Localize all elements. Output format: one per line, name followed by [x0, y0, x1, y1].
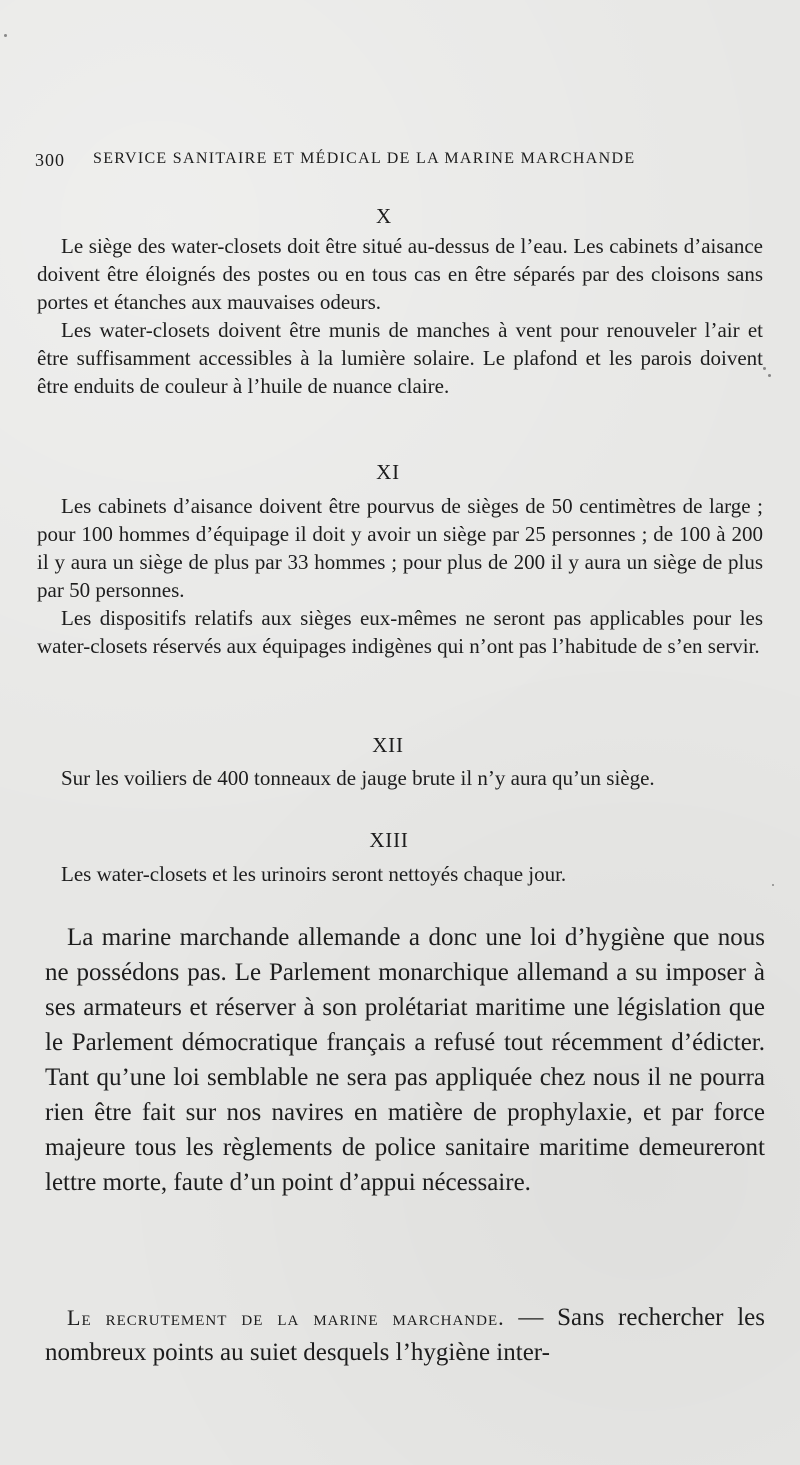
- section-xii-body: [37, 764, 763, 792]
- section-xi-body: [37, 492, 763, 660]
- recruitment-text: — Sans rechercher les nombreux points au suiet desquels l’hygiène inter-: [45, 1304, 766, 1366]
- section-numeral-xii: XII: [372, 733, 404, 757]
- recruitment-section: [45, 1300, 765, 1370]
- scan-speck: [763, 367, 766, 370]
- section-x-body: [37, 232, 763, 400]
- section-xiii-body: [37, 860, 763, 888]
- page-number: 300: [35, 150, 65, 170]
- main-paragraph-block: [45, 920, 765, 1200]
- scan-speck: [772, 884, 774, 886]
- recruitment-paragraph: [45, 1300, 765, 1370]
- section-x-paragraph-1: Le siège des water-closets doit être situé au-dessus de l’eau. Les cabinets d’aisance doivent être éloignés des postes ou en tous cas en être séparés par des cloisons sans portes et étanches aux mauvaises odeurs.: [37, 234, 763, 314]
- section-numeral-x: X: [376, 204, 392, 228]
- scan-speck: [768, 374, 771, 377]
- section-x-paragraph-2: Les water-closets doivent être munis de manches à vent pour renouveler l’air et être suffisamment accessibles à la lumière solaire. Le plafond et les parois doivent être enduits de couleur à l’huile de nuance claire.: [37, 318, 763, 398]
- section-xii-paragraph-1: Sur les voiliers de 400 tonneaux de jauge brute il n’y aura qu’un siège.: [61, 766, 655, 790]
- section-numeral-xiii: XIII: [369, 828, 409, 852]
- section-numeral-xi: XI: [376, 460, 400, 484]
- page-header: [35, 150, 765, 180]
- recruitment-heading: Le recrutement de la marine marchande.: [67, 1305, 505, 1330]
- section-xi-paragraph-2: Les dispositifs relatifs aux sièges eux-mêmes ne seront pas applicables pour les water-closets réservés aux équipages indigènes qui n’ont pas l’habitude de s’en servir.: [37, 606, 763, 658]
- section-xiii-paragraph-1: Les water-closets et les urinoirs seront nettoyés chaque jour.: [61, 862, 567, 886]
- main-paragraph: La marine marchande allemande a donc une loi d’hygiène que nous ne possédons pas. Le Parlement monarchique allemand a su imposer à ses armateurs et réserver à son prolétariat maritime une législation que le Parlement démocratique français a refusé tout récemment d’édicter. Tant qu’une loi semblable ne sera pas appliquée chez nous il ne pourra rien être fait sur nos navires en matière de prophylaxie, et par force majeure tous les règlements de police sanitaire maritime demeureront lettre morte, faute d’un point d’appui nécessaire.: [45, 924, 765, 1196]
- section-xi-paragraph-1: Les cabinets d’aisance doivent être pourvus de sièges de 50 centimètres de large ; pour 100 hommes d’équipage il doit y avoir un siège par 25 personnes ; de 100 à 200 il y aura un siège de plus par 33 hommes ; pour plus de 200 il y aura un siège de plus par 50 personnes.: [37, 494, 763, 602]
- scan-speck: [4, 34, 7, 37]
- running-head: SERVICE SANITAIRE ET MÉDICAL DE LA MARINE MARCHANDE: [93, 150, 636, 167]
